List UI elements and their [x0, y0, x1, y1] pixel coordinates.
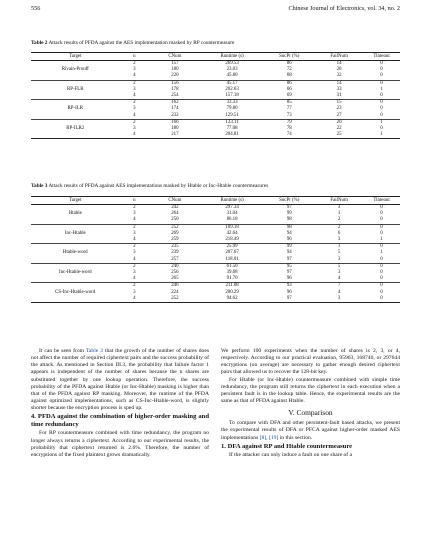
table3-caption-label: Table 3	[31, 183, 48, 189]
column-header: Target	[31, 197, 120, 205]
target-cell	[31, 224, 120, 231]
section51-heading: 1. DFA against RP and Htable countermeasure	[221, 442, 353, 450]
table-cell: 20	[315, 119, 363, 126]
target-cell	[31, 80, 120, 87]
table-cell: 3	[133, 126, 136, 132]
table-cell: 242	[171, 205, 179, 210]
table-cell: 4	[133, 93, 136, 99]
table-cell: 7	[315, 283, 363, 290]
table-row	[31, 119, 400, 126]
column-header: Target	[31, 53, 120, 61]
paragraph	[31, 348, 209, 412]
table-cell: 2	[120, 224, 150, 231]
table-cell: 86	[263, 80, 315, 87]
table2-caption	[31, 40, 400, 47]
target-cell: Htable	[68, 211, 82, 217]
table-row	[31, 257, 400, 264]
table-cell: 3	[133, 289, 136, 295]
table-cell: 0	[380, 112, 383, 118]
table-cell: 32	[336, 73, 342, 79]
table-cell: 3	[133, 67, 136, 73]
table-cell: 250	[171, 217, 179, 223]
table-cell: 252	[149, 296, 201, 303]
table-cell: 0	[380, 67, 383, 73]
table-cell: 15	[315, 100, 363, 107]
table-cell: 2	[120, 80, 150, 87]
table-cell: 73	[286, 112, 292, 118]
target-cell: RP-FLR	[66, 86, 84, 92]
column-header: Timeout	[363, 197, 400, 205]
table-cell: 180	[171, 67, 179, 73]
table-cell: 0	[380, 126, 383, 132]
target-cell	[31, 73, 120, 80]
table-cell: 69	[286, 93, 292, 99]
table-cell: 0	[380, 276, 383, 282]
text-run: in this section.	[278, 434, 313, 441]
table-cell: 4	[133, 112, 136, 118]
table-cell: 2	[120, 244, 150, 251]
table-cell: 31	[336, 93, 342, 99]
table-cell: 269.53	[225, 61, 239, 66]
table-cell: 204.81	[201, 132, 264, 139]
table-cell: 97	[286, 256, 292, 262]
table-cell: 2	[120, 263, 150, 270]
table-cell: 157.18	[225, 93, 239, 99]
table2	[31, 52, 400, 139]
table-cell: 33.33	[201, 100, 264, 107]
table-cell: 6	[337, 230, 341, 236]
table-cell: 297.34	[225, 205, 239, 210]
table-cell: 3	[133, 250, 136, 256]
table-cell: 202.63	[225, 86, 239, 92]
table-cell: 211.08	[201, 283, 264, 290]
table-cell: 217	[149, 132, 201, 139]
table-cell: 91.70	[226, 276, 238, 282]
table-cell: 264	[171, 211, 179, 217]
table-cell: 259	[171, 237, 179, 243]
table-cell: 98	[286, 217, 292, 223]
table-cell: 99	[263, 244, 315, 251]
target-cell	[31, 132, 120, 139]
left-column	[31, 348, 209, 459]
paragraph: For Htable (or Inc-Htable) countermeasure combined with simple time redundancy, the program still returns the ciphertext in each execution when a persistent fault is in the lookup table. Hence, the experimental results are the same as that of PFDA against Htable.	[221, 376, 400, 405]
table-cell: 0	[380, 61, 383, 66]
column-header: CNum	[149, 197, 201, 205]
table-cell: 235	[149, 244, 201, 251]
table-cell: 0	[380, 205, 383, 210]
table-cell: 23.03	[226, 67, 238, 73]
table-cell: 123.11	[201, 119, 264, 126]
table-cell: 94.62	[201, 296, 264, 303]
table3	[31, 196, 400, 303]
table-row	[31, 224, 400, 231]
target-cell	[31, 113, 120, 120]
target-cell	[31, 276, 120, 283]
table-cell: 4	[133, 237, 136, 243]
table-cell: 0	[380, 211, 383, 217]
paragraph: We perform 100 experiments when the number of shares is 2, 3, or 4, respectively. According to our practical evaluation, 95963, 168740, or 297644 encryptions (on average) are necessary to gather enough desired ciphertext pairs that allowed us to recover the 128-bit key.	[221, 348, 400, 376]
table-cell: 3	[337, 270, 341, 276]
table-cell: 246	[149, 283, 201, 290]
table-cell: 86.18	[226, 217, 238, 223]
table-cell: 162	[149, 100, 201, 107]
table-row	[31, 93, 400, 100]
target-cell	[31, 205, 120, 212]
column-header: SucPr (%)	[263, 197, 315, 205]
table-cell: 28	[336, 67, 342, 73]
table-cell: 1	[363, 119, 400, 126]
table-cell: 94	[286, 230, 292, 236]
table-cell: 66	[286, 86, 292, 92]
table-cell: 239	[171, 250, 179, 256]
column-header: CNum	[149, 53, 201, 61]
table-cell: 174	[171, 106, 179, 112]
table-cell: 3	[133, 270, 136, 276]
table-cell: 97	[263, 296, 315, 303]
table-cell: 4	[337, 289, 341, 295]
target-cell	[31, 93, 120, 100]
table-cell: 0	[380, 106, 383, 112]
target-cell: Inc-Htable	[64, 230, 86, 236]
table-cell: 156	[149, 80, 201, 87]
paragraph	[221, 420, 400, 441]
target-cell: RP-ILR2	[66, 126, 85, 132]
citation-link[interactable]: [8], [19]	[259, 434, 279, 441]
table-cell: 3	[337, 256, 341, 262]
table-cell: 33	[336, 86, 342, 92]
table-cell: 0	[380, 256, 383, 262]
table-cell: 1	[380, 86, 383, 92]
table3-caption-text: Attack results of PFDA against AES implementations masked by Htable or Inc-Htable countermeasures	[48, 183, 269, 189]
table-cell: 3	[337, 237, 341, 243]
table-cell: 180	[171, 126, 179, 132]
target-cell: Inc-Htable-word	[58, 270, 92, 276]
table-cell: 96	[286, 289, 292, 295]
table-cell: 25	[315, 132, 363, 139]
table-cell: 86	[286, 61, 292, 66]
paragraph: If the attacker can only induce a fault on one share of a	[229, 451, 353, 458]
table-cell: 1	[363, 132, 400, 139]
table-cell: 3	[133, 230, 136, 236]
table-cell: 45.17	[201, 80, 264, 87]
target-cell	[31, 61, 120, 68]
table-cell: 0	[363, 80, 400, 87]
table-cell: 45.80	[226, 73, 238, 79]
text-run: that the growth of the number of shares does not affect the number of required ciphertext pairs and the success probability of the attack. As mentioned in Section III.3, the probability that failure factor 1 appears is independent of the number of shares because the n shares are substituted together by one lookup operation. Therefore, the success probability of the PFDA against Htable (or Inc-Htable) masking is higher than that of the PFDA against RP masking. Moreover, the runtime of the PFDA against optimized implementations, such as CS-Inc-Htable-word, is slightly shorter because the encryption process is sped up.	[31, 348, 209, 412]
table-cell: 0	[380, 270, 383, 276]
table-cell: 240	[149, 263, 201, 270]
table-cell: 93	[263, 283, 315, 290]
table-cell: 3	[315, 296, 363, 303]
column-header: Timeout	[363, 53, 400, 61]
table-cell: 118.01	[225, 256, 239, 262]
page-header	[31, 5, 400, 15]
table-cell: 3	[133, 86, 136, 92]
table-row	[31, 296, 400, 303]
table-cell: 252	[149, 224, 201, 231]
table-row	[31, 244, 400, 251]
target-cell	[31, 296, 120, 303]
table-cell: 265	[171, 276, 179, 282]
table-cell: 200.29	[225, 289, 239, 295]
table-cell: 178	[171, 86, 179, 92]
table-cell: 2	[133, 61, 136, 66]
column-header: Runtime (s)	[201, 197, 264, 205]
table-cell: 4	[133, 256, 136, 262]
table-cell: 0	[363, 263, 400, 270]
table-cell: 4	[120, 296, 150, 303]
paragraph: For RP countermeasure combined with time redundancy, the program no longer always returns a ciphertext. According to our experimental results, the probability that ciphertext returned is 2.6%. Therefore, the number of encryptions of the fixed plaintext grows dramatically.	[31, 430, 209, 458]
right-column	[221, 348, 400, 459]
table-cell: 4	[120, 132, 150, 139]
target-cell	[31, 283, 120, 290]
table-cell: 0	[363, 296, 400, 303]
target-cell	[31, 100, 120, 107]
table-cell: 207.67	[225, 250, 239, 256]
table-cell: 96	[286, 276, 292, 282]
target-cell: RP-ILR	[67, 106, 84, 112]
table-cell: 1	[380, 237, 383, 243]
table-cell: 2	[133, 205, 136, 210]
table-cell: 257	[171, 256, 179, 262]
target-cell	[31, 217, 120, 224]
table-cell: 79	[263, 119, 315, 126]
table-cell: 224	[171, 289, 179, 295]
table-cell: 218.49	[225, 237, 239, 243]
table-cell: 2	[120, 119, 150, 126]
table-cell: 0	[380, 73, 383, 79]
table-cell: 68	[286, 73, 292, 79]
table-row	[31, 217, 400, 224]
table-cell: 0	[380, 93, 383, 99]
table-cell: 5	[337, 250, 341, 256]
table2-caption-text: Attack results of PFDA against the AES implementation masked by RP countermeasure	[48, 40, 235, 46]
table2-header-row	[31, 53, 400, 61]
table3-caption	[31, 183, 400, 190]
table-cell: 256	[171, 270, 179, 276]
target-cell	[31, 257, 120, 264]
table-cell: 0	[363, 100, 400, 107]
table-row	[31, 100, 400, 107]
table-row	[31, 276, 400, 283]
table-cell: 0	[380, 230, 383, 236]
table-cell: 96	[286, 237, 292, 243]
table-cell: 2	[337, 217, 341, 223]
table-cell: 220	[171, 73, 179, 79]
table-cell: 4	[133, 217, 136, 223]
table-cell: 232	[171, 112, 179, 118]
table-cell: 2	[120, 100, 150, 107]
target-cell	[31, 263, 120, 270]
table-cell: 0	[363, 244, 400, 251]
table-row	[31, 237, 400, 244]
target-cell	[31, 244, 120, 251]
table-cell: 77.08	[226, 126, 238, 132]
table-cell: 94	[286, 250, 292, 256]
table3-header-row	[31, 197, 400, 205]
table-cell: 129.51	[225, 112, 239, 118]
journal-name: Chinese Journal of Electronics, vol. 34, no. 2	[288, 5, 400, 12]
table-cell: 2	[120, 283, 150, 290]
table-cell: 95	[263, 263, 315, 270]
target-cell	[31, 237, 120, 244]
table-cell: 269	[171, 230, 179, 236]
column-header: SucPr (%)	[263, 53, 315, 61]
table-cell: 42.64	[226, 230, 238, 236]
table-cell: 109.18	[201, 224, 264, 231]
table-cell: 1	[337, 211, 341, 217]
table-cell: 157	[171, 61, 179, 66]
table-cell: 0	[380, 217, 383, 223]
table-cell: 85	[263, 100, 315, 107]
table-cell: 27	[336, 112, 342, 118]
table-cell: 31.04	[226, 211, 238, 217]
table-cell: 97	[286, 205, 292, 210]
table3-link[interactable]: Table 3	[85, 348, 103, 354]
column-header: n	[120, 197, 150, 205]
target-cell: CS-Inc-Htable-word	[55, 289, 96, 295]
column-header: FailNum	[315, 53, 363, 61]
table-cell: 0	[363, 224, 400, 231]
table-cell: 22	[336, 126, 342, 132]
target-cell: Htable-word	[62, 250, 88, 256]
table-cell: 97	[286, 270, 292, 276]
table-cell: 0	[380, 289, 383, 295]
table-cell: 4	[133, 73, 136, 79]
text-run: To compare with DFA and other persistent-fault based attacks, we present the experimental results of DFA or PFCA against higher-order masked AES implementations	[221, 420, 400, 441]
table-cell: 23	[336, 106, 342, 112]
table-cell: 74	[263, 132, 315, 139]
table-cell: 98	[263, 224, 315, 231]
table-cell: 254	[171, 93, 179, 99]
table-row	[31, 113, 400, 120]
table-cell: 77	[286, 106, 292, 112]
table-cell: 61.50	[201, 263, 264, 270]
target-cell	[31, 119, 120, 126]
column-header: n	[120, 53, 150, 61]
table-row	[31, 283, 400, 290]
table-row	[31, 132, 400, 139]
table-row	[31, 263, 400, 270]
table-cell: 4	[133, 276, 136, 282]
section4-heading: 4. PFDA against the combination of higher-order masking and time redundancy	[31, 413, 209, 429]
table-cell: 0	[363, 283, 400, 290]
page-number: 556	[31, 5, 41, 12]
table-cell: 78	[286, 126, 292, 132]
table-cell: 14	[336, 61, 342, 66]
target-cell: Rivain-Prouff	[61, 67, 89, 73]
table-row	[31, 61, 400, 68]
table-cell: 72	[286, 67, 292, 73]
table-cell: 2	[315, 224, 363, 231]
table-cell: 5	[315, 263, 363, 270]
table-cell: 14	[315, 80, 363, 87]
table-row	[31, 73, 400, 80]
table-cell: 79.80	[226, 106, 238, 112]
table-cell: 166	[149, 119, 201, 126]
table-cell: 4	[337, 276, 341, 282]
table-cell: 1	[380, 250, 383, 256]
table-row	[31, 205, 400, 212]
column-header: Runtime (s)	[201, 53, 264, 61]
table-cell: 3	[133, 106, 136, 112]
section5-heading: V. Comparison	[288, 408, 333, 418]
table-cell: 25.99	[201, 244, 264, 251]
table-cell: 99	[286, 211, 292, 217]
table2-caption-label: Table 2	[31, 40, 48, 46]
table-row	[31, 80, 400, 87]
table-cell: 39.68	[226, 270, 238, 276]
table-cell: 3	[337, 205, 341, 210]
table-cell: 3	[133, 211, 136, 217]
text-run: It can be seen from	[39, 348, 86, 354]
table-cell: 1	[315, 244, 363, 251]
column-header: FailNum	[315, 197, 363, 205]
